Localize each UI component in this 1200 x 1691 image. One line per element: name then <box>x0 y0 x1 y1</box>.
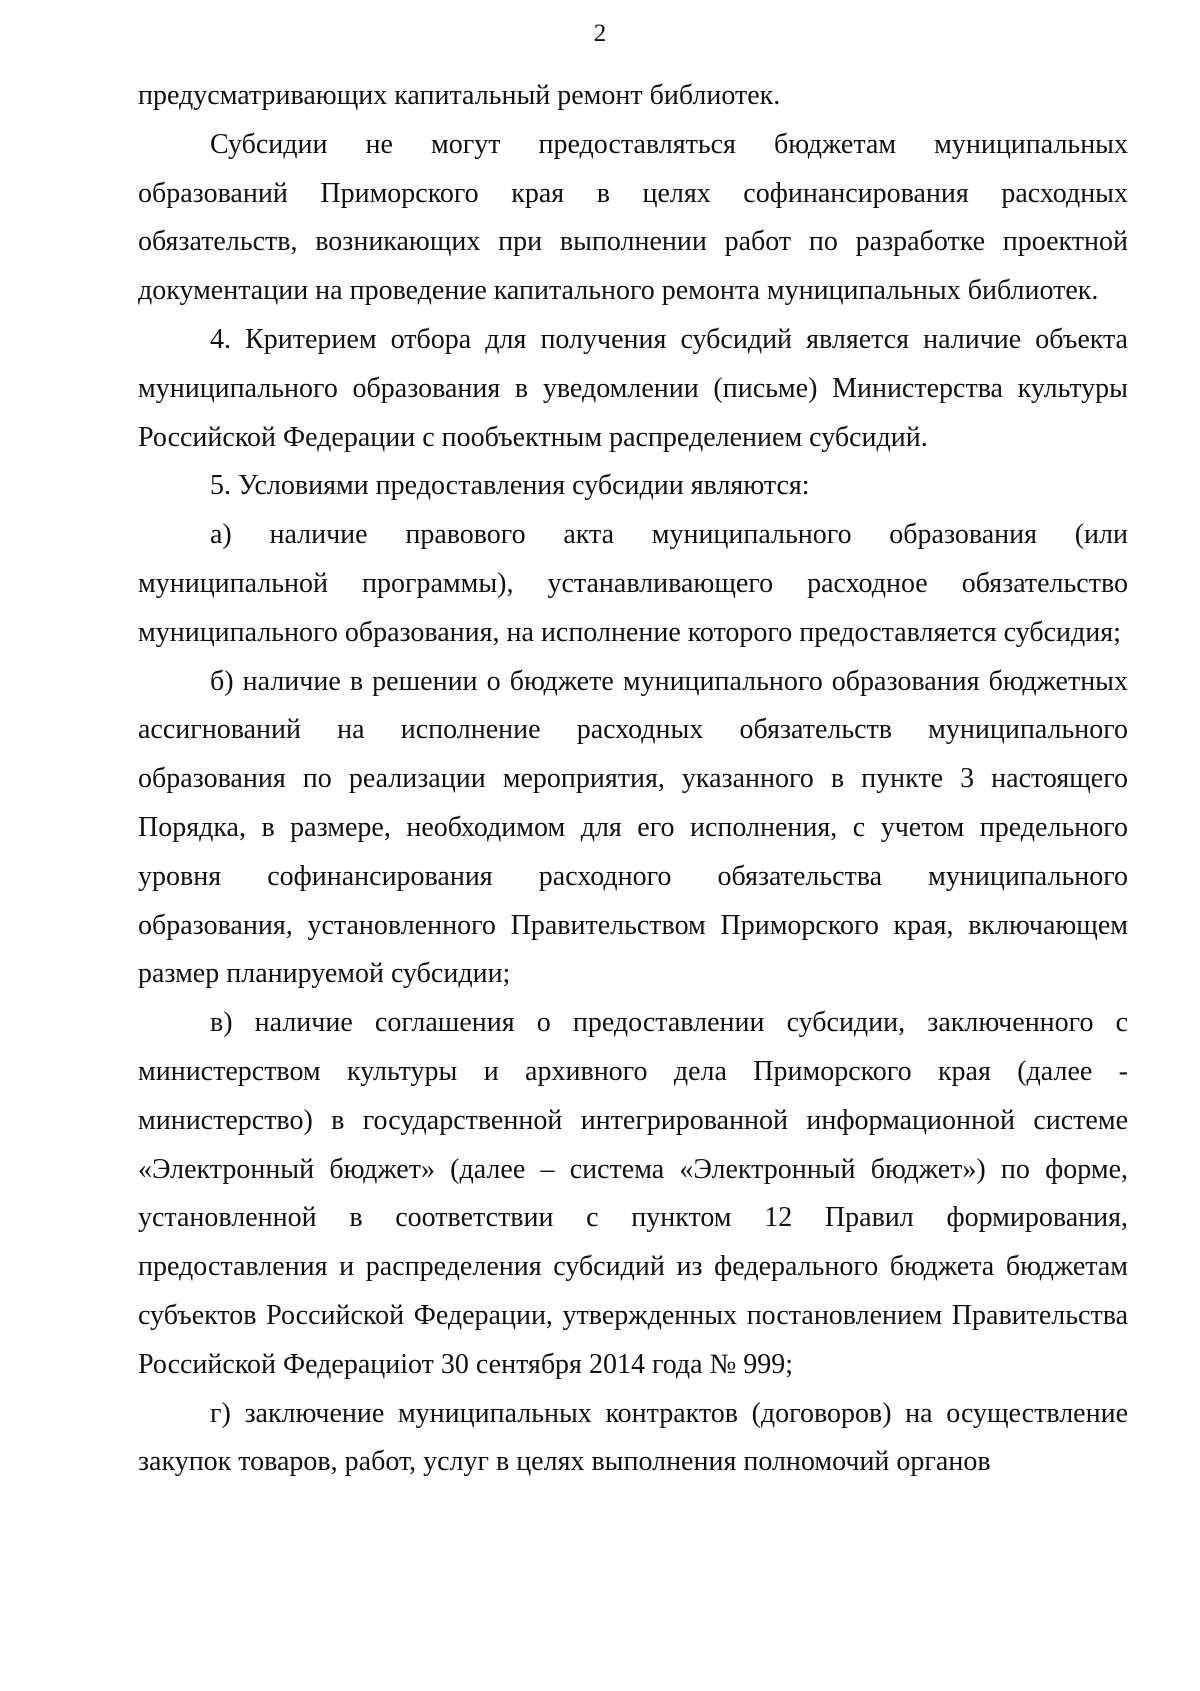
page-number: 2 <box>593 20 607 47</box>
paragraph-item-4-selection-criterion: 4. Критерием отбора для получения субсидий является наличие объекта муниципального образования в уведомлении (письме) Министерства культуры Российской Федерации с пообъектным распределением субсидий. <box>138 323 1128 453</box>
paragraph-continuation: предусматривающих капитальный ремонт библиотек. <box>138 80 781 111</box>
paragraph-item-5-conditions: 5. Условиями предоставления субсидии являются: <box>210 470 810 502</box>
paragraph-subitem-a: а) наличие правового акта муниципального образования (или муниципальной программы), устанавливающего расходное обязательство муниципального образования, на исполнение которого предоставляется субсидия; <box>138 519 1128 648</box>
paragraph-subitem-v: в) наличие соглашения о предоставлении субсидии, заключенного с министерством культуры и архивного дела Приморского края (далее - министерство) в государственной интегрированной информационной системе «Электронный бюджет» (далее – система «Электронный бюджет») по форме, установленной в соответствии с пунктом 12 Правил формирования, предоставления и распределения субсидий из федерального бюджета бюджетам субъектов Российской Федерации, утвержденных постановлением Правительства Российской Федерациiот 30 сентября 2014 года № 999; <box>138 1007 1128 1380</box>
paragraph-subsidies-restriction: Субсидии не могут предоставляться бюджетам муниципальных образований Приморского края в целях софинансирования расходных обязательств, возникающих при выполнении работ по разработке проектной документации на проведение капитального ремонта муниципальных библиотек. <box>138 128 1128 307</box>
paragraph-subitem-b: б) наличие в решении о бюджете муниципального образования бюджетных ассигнований на исполнение расходных обязательств муниципального образования по реализации мероприятия, указанного в пункте 3 настоящего Порядка, в размере, необходимом для его исполнения, с учетом предельного уровня софинансирования расходного обязательства муниципального образования, установленного Правительством Приморского края, включающем размер планируемой субсидии; <box>138 665 1128 990</box>
document-body <box>138 72 1128 1487</box>
paragraph-subitem-g: г) заключение муниципальных контрактов (договоров) на осуществление закупок товаров, работ, услуг в целях выполнения полномочий органов <box>138 1397 1128 1478</box>
